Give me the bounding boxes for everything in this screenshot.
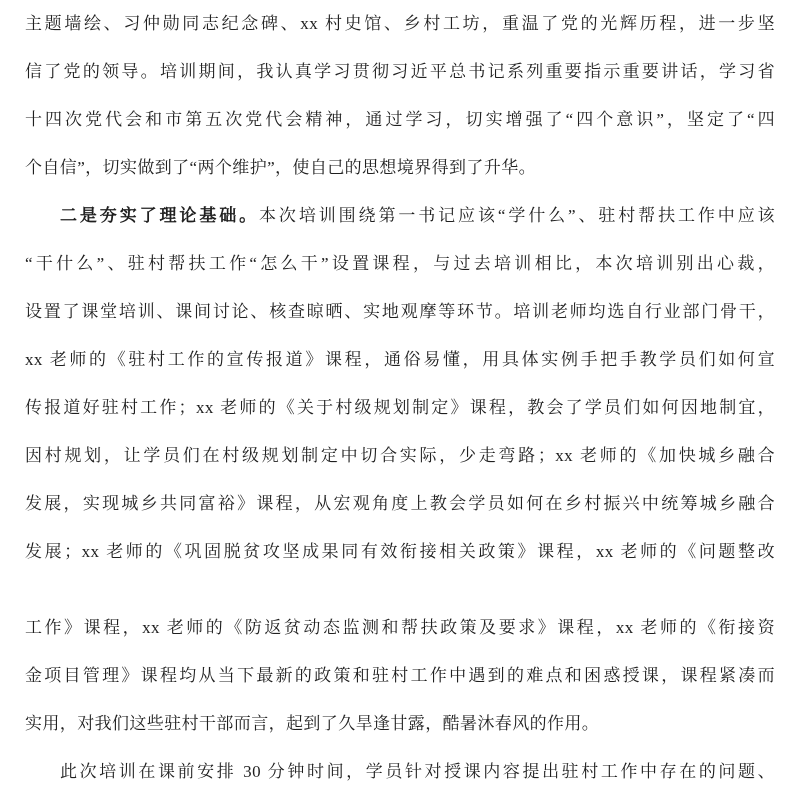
text-line: 此次培训在课前安排 30 分钟时间，学员针对授课内容提出驻村工作中存在的问题、 (60, 762, 775, 781)
paragraph-lead-bold: 二是夯实了理论基础。 (60, 206, 260, 225)
text-line: 实用，对我们这些驻村干部而言，起到了久旱逢甘露，酷暑沐春风的作用。 (25, 714, 600, 733)
text-line: 信了党的领导。培训期间，我认真学习贯彻习近平总书记系列重要指示重要讲话，学习省 (25, 62, 775, 81)
text-line: 因村规划，让学员们在村级规划制定中切合实际，少走弯路；xx 老师的《加快城乡融合 (25, 446, 775, 465)
text-line: 十四次党代会和市第五次党代会精神，通过学习，切实增强了“四个意识”，坚定了“四 (25, 110, 775, 129)
document-body (25, 0, 775, 796)
text-line: 发展，实现城乡共同富裕》课程，从宏观角度上教会学员如何在乡村振兴中统筹城乡融合 (25, 494, 775, 513)
text-line: 二是夯实了理论基础。本次培训围绕第一书记应该“学什么”、驻村帮扶工作中应该 (60, 206, 775, 225)
text-line: 工作》课程，xx 老师的《防返贫动态监测和帮扶政策及要求》课程，xx 老师的《衔接资 (25, 618, 775, 637)
text-line: 发展；xx 老师的《巩固脱贫攻坚成果同有效衔接相关政策》课程，xx 老师的《问题整改 (25, 542, 775, 561)
text-line: 设置了课堂培训、课间讨论、核查晾晒、实地观摩等环节。培训老师均选自行业部门骨干， (25, 302, 775, 321)
text-line: 传报道好驻村工作；xx 老师的《关于村级规划制定》课程，教会了学员们如何因地制宜， (25, 398, 775, 417)
text-line: 个自信”，切实做到了“两个维护”，使自己的思想境界得到了升华。 (25, 158, 537, 177)
text-line: 金项目管理》课程均从当下最新的政策和驻村工作中遇到的难点和困惑授课，课程紧凑而 (25, 666, 775, 685)
text-line: xx 老师的《驻村工作的宣传报道》课程，通俗易懂，用具体实例手把手教学员们如何宣 (25, 350, 775, 369)
text-line: 主题墙绘、习仲勋同志纪念碑、xx 村史馆、乡村工坊，重温了党的光辉历程，进一步坚 (25, 14, 775, 33)
text-line: “干什么”、驻村帮扶工作“怎么干”设置课程，与过去培训相比，本次培训别出心裁， (25, 254, 775, 273)
